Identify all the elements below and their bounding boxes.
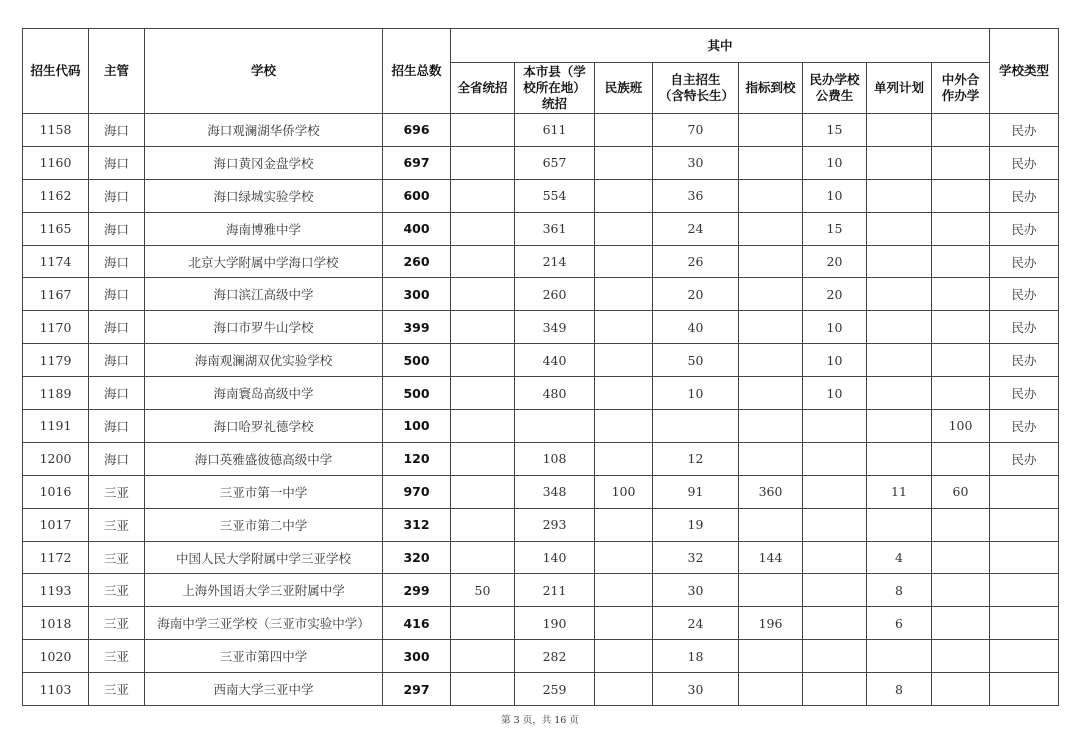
cell-code: 1170 [23, 311, 89, 344]
cell-private-public: 10 [803, 311, 867, 344]
cell-separate-plan: 8 [867, 574, 932, 607]
cell-code: 1160 [23, 146, 89, 179]
cell-sino-foreign [932, 212, 990, 245]
cell-quota [739, 146, 803, 179]
cell-sino-foreign [932, 508, 990, 541]
cell-quota [739, 344, 803, 377]
cell-independent: 12 [653, 442, 739, 475]
cell-school: 三亚市第二中学 [145, 508, 383, 541]
cell-separate-plan [867, 179, 932, 212]
cell-type: 民办 [990, 311, 1059, 344]
table-row [23, 245, 1059, 278]
cell-local-unified: 140 [515, 541, 595, 574]
cell-quota [739, 114, 803, 147]
cell-ethnic-class [595, 673, 653, 706]
cell-separate-plan [867, 508, 932, 541]
cell-province-unified [451, 442, 515, 475]
cell-local-unified: 282 [515, 640, 595, 673]
cell-separate-plan: 6 [867, 607, 932, 640]
cell-code: 1162 [23, 179, 89, 212]
cell-total: 600 [383, 179, 451, 212]
cell-private-public [803, 673, 867, 706]
header-total: 招生总数 [383, 29, 451, 114]
cell-province-unified [451, 475, 515, 508]
cell-code: 1189 [23, 377, 89, 410]
table-row [23, 179, 1059, 212]
cell-total: 416 [383, 607, 451, 640]
cell-ethnic-class [595, 640, 653, 673]
cell-sino-foreign [932, 673, 990, 706]
table-row [23, 377, 1059, 410]
cell-authority: 三亚 [89, 673, 145, 706]
cell-sino-foreign [932, 114, 990, 147]
cell-authority: 三亚 [89, 607, 145, 640]
cell-type: 民办 [990, 442, 1059, 475]
cell-quota: 360 [739, 475, 803, 508]
cell-independent: 36 [653, 179, 739, 212]
cell-local-unified: 611 [515, 114, 595, 147]
cell-local-unified: 348 [515, 475, 595, 508]
table-row [23, 541, 1059, 574]
cell-local-unified: 361 [515, 212, 595, 245]
header-ethnic-class: 民族班 [595, 63, 653, 114]
table-row [23, 442, 1059, 475]
cell-code: 1016 [23, 475, 89, 508]
cell-separate-plan [867, 311, 932, 344]
cell-school: 海南中学三亚学校（三亚市实验中学） [145, 607, 383, 640]
cell-separate-plan [867, 442, 932, 475]
cell-sino-foreign [932, 640, 990, 673]
cell-ethnic-class [595, 541, 653, 574]
cell-sino-foreign [932, 344, 990, 377]
cell-code: 1158 [23, 114, 89, 147]
cell-private-public [803, 475, 867, 508]
cell-local-unified: 259 [515, 673, 595, 706]
cell-school: 三亚市第一中学 [145, 475, 383, 508]
cell-independent: 19 [653, 508, 739, 541]
enrollment-table-container [22, 28, 1058, 706]
header-local-unified: 本市县（学校所在地）统招 [515, 63, 595, 114]
cell-school: 上海外国语大学三亚附属中学 [145, 574, 383, 607]
cell-separate-plan [867, 212, 932, 245]
cell-local-unified: 260 [515, 278, 595, 311]
cell-type: 民办 [990, 212, 1059, 245]
cell-independent: 30 [653, 673, 739, 706]
cell-authority: 海口 [89, 245, 145, 278]
cell-independent: 32 [653, 541, 739, 574]
cell-authority: 海口 [89, 311, 145, 344]
cell-sino-foreign [932, 607, 990, 640]
cell-ethnic-class [595, 311, 653, 344]
cell-province-unified [451, 179, 515, 212]
cell-ethnic-class: 100 [595, 475, 653, 508]
cell-total: 299 [383, 574, 451, 607]
cell-type: 民办 [990, 377, 1059, 410]
cell-school: 海口市罗牛山学校 [145, 311, 383, 344]
header-quota: 指标到校 [739, 63, 803, 114]
cell-province-unified [451, 541, 515, 574]
cell-separate-plan [867, 114, 932, 147]
cell-province-unified [451, 607, 515, 640]
cell-total: 120 [383, 442, 451, 475]
cell-sino-foreign [932, 541, 990, 574]
cell-private-public: 10 [803, 344, 867, 377]
cell-school: 海口哈罗礼德学校 [145, 410, 383, 443]
cell-code: 1165 [23, 212, 89, 245]
cell-school: 海南寰岛高级中学 [145, 377, 383, 410]
cell-code: 1020 [23, 640, 89, 673]
cell-school: 海口观澜湖华侨学校 [145, 114, 383, 147]
table-row [23, 574, 1059, 607]
table-row [23, 114, 1059, 147]
cell-independent: 26 [653, 245, 739, 278]
cell-separate-plan [867, 640, 932, 673]
cell-private-public [803, 508, 867, 541]
cell-school: 北京大学附属中学海口学校 [145, 245, 383, 278]
cell-independent: 20 [653, 278, 739, 311]
header-independent: 自主招生（含特长生） [653, 63, 739, 114]
header-school: 学校 [145, 29, 383, 114]
cell-authority: 海口 [89, 377, 145, 410]
table-row [23, 508, 1059, 541]
cell-school: 海口英雅盛彼德高级中学 [145, 442, 383, 475]
cell-quota: 196 [739, 607, 803, 640]
cell-ethnic-class [595, 442, 653, 475]
cell-independent: 24 [653, 607, 739, 640]
cell-sino-foreign: 60 [932, 475, 990, 508]
cell-code: 1200 [23, 442, 89, 475]
cell-quota: 144 [739, 541, 803, 574]
cell-private-public [803, 574, 867, 607]
cell-school: 海口黄冈金盘学校 [145, 146, 383, 179]
cell-private-public [803, 541, 867, 574]
cell-independent: 40 [653, 311, 739, 344]
table-row [23, 278, 1059, 311]
cell-local-unified: 480 [515, 377, 595, 410]
enrollment-table [22, 28, 1059, 706]
cell-quota [739, 673, 803, 706]
cell-independent: 91 [653, 475, 739, 508]
cell-local-unified: 108 [515, 442, 595, 475]
cell-ethnic-class [595, 278, 653, 311]
header-separate-plan: 单列计划 [867, 63, 932, 114]
cell-total: 500 [383, 377, 451, 410]
cell-authority: 海口 [89, 114, 145, 147]
cell-authority: 海口 [89, 442, 145, 475]
cell-sino-foreign [932, 574, 990, 607]
cell-private-public [803, 640, 867, 673]
cell-private-public: 15 [803, 114, 867, 147]
cell-sino-foreign [932, 278, 990, 311]
table-row [23, 640, 1059, 673]
cell-sino-foreign: 100 [932, 410, 990, 443]
cell-province-unified [451, 508, 515, 541]
cell-type: 民办 [990, 245, 1059, 278]
cell-authority: 三亚 [89, 640, 145, 673]
cell-ethnic-class [595, 508, 653, 541]
cell-school: 西南大学三亚中学 [145, 673, 383, 706]
cell-separate-plan: 8 [867, 673, 932, 706]
cell-school: 海南博雅中学 [145, 212, 383, 245]
cell-code: 1018 [23, 607, 89, 640]
cell-school: 海口滨江高级中学 [145, 278, 383, 311]
cell-quota [739, 278, 803, 311]
cell-separate-plan: 11 [867, 475, 932, 508]
cell-local-unified: 190 [515, 607, 595, 640]
table-row [23, 673, 1059, 706]
cell-quota [739, 508, 803, 541]
cell-local-unified: 211 [515, 574, 595, 607]
cell-sino-foreign [932, 442, 990, 475]
cell-sino-foreign [932, 245, 990, 278]
cell-type [990, 607, 1059, 640]
cell-quota [739, 245, 803, 278]
cell-code: 1167 [23, 278, 89, 311]
header-authority: 主管 [89, 29, 145, 114]
cell-code: 1179 [23, 344, 89, 377]
cell-total: 970 [383, 475, 451, 508]
cell-total: 312 [383, 508, 451, 541]
cell-total: 697 [383, 146, 451, 179]
cell-code: 1174 [23, 245, 89, 278]
cell-local-unified: 293 [515, 508, 595, 541]
header-private-public: 民办学校公费生 [803, 63, 867, 114]
cell-separate-plan: 4 [867, 541, 932, 574]
cell-province-unified [451, 410, 515, 443]
cell-ethnic-class [595, 146, 653, 179]
cell-authority: 海口 [89, 278, 145, 311]
cell-ethnic-class [595, 245, 653, 278]
cell-sino-foreign [932, 311, 990, 344]
header-group: 其中 [451, 29, 990, 63]
cell-type: 民办 [990, 179, 1059, 212]
cell-private-public [803, 607, 867, 640]
cell-type: 民办 [990, 410, 1059, 443]
cell-authority: 海口 [89, 212, 145, 245]
cell-ethnic-class [595, 179, 653, 212]
cell-province-unified [451, 114, 515, 147]
cell-independent: 18 [653, 640, 739, 673]
cell-total: 320 [383, 541, 451, 574]
cell-province-unified: 50 [451, 574, 515, 607]
cell-independent: 30 [653, 146, 739, 179]
cell-independent [653, 410, 739, 443]
cell-authority: 海口 [89, 146, 145, 179]
table-row [23, 475, 1059, 508]
cell-private-public: 15 [803, 212, 867, 245]
cell-school: 海南观澜湖双优实验学校 [145, 344, 383, 377]
cell-independent: 24 [653, 212, 739, 245]
cell-authority: 海口 [89, 344, 145, 377]
cell-local-unified: 657 [515, 146, 595, 179]
cell-private-public: 20 [803, 278, 867, 311]
cell-sino-foreign [932, 377, 990, 410]
cell-school: 海口绿城实验学校 [145, 179, 383, 212]
cell-type: 民办 [990, 278, 1059, 311]
cell-type: 民办 [990, 114, 1059, 147]
cell-independent: 10 [653, 377, 739, 410]
cell-code: 1193 [23, 574, 89, 607]
table-row [23, 311, 1059, 344]
cell-local-unified: 214 [515, 245, 595, 278]
cell-code: 1017 [23, 508, 89, 541]
cell-separate-plan [867, 344, 932, 377]
cell-authority: 三亚 [89, 574, 145, 607]
cell-private-public: 20 [803, 245, 867, 278]
cell-separate-plan [867, 377, 932, 410]
cell-code: 1191 [23, 410, 89, 443]
cell-independent: 30 [653, 574, 739, 607]
cell-province-unified [451, 377, 515, 410]
cell-type [990, 574, 1059, 607]
cell-province-unified [451, 212, 515, 245]
cell-total: 100 [383, 410, 451, 443]
cell-authority: 海口 [89, 410, 145, 443]
header-province-unified: 全省统招 [451, 63, 515, 114]
table-row [23, 146, 1059, 179]
cell-sino-foreign [932, 146, 990, 179]
cell-ethnic-class [595, 410, 653, 443]
cell-province-unified [451, 146, 515, 179]
cell-total: 297 [383, 673, 451, 706]
table-row [23, 607, 1059, 640]
cell-type [990, 541, 1059, 574]
cell-province-unified [451, 673, 515, 706]
cell-school: 中国人民大学附属中学三亚学校 [145, 541, 383, 574]
cell-total: 399 [383, 311, 451, 344]
cell-province-unified [451, 640, 515, 673]
cell-separate-plan [867, 146, 932, 179]
cell-private-public [803, 442, 867, 475]
cell-quota [739, 640, 803, 673]
cell-total: 400 [383, 212, 451, 245]
cell-quota [739, 442, 803, 475]
cell-type [990, 673, 1059, 706]
cell-separate-plan [867, 245, 932, 278]
cell-type [990, 640, 1059, 673]
cell-local-unified: 554 [515, 179, 595, 212]
cell-independent: 70 [653, 114, 739, 147]
cell-quota [739, 377, 803, 410]
cell-code: 1103 [23, 673, 89, 706]
cell-separate-plan [867, 410, 932, 443]
header-sino-foreign: 中外合作办学 [932, 63, 990, 114]
cell-independent: 50 [653, 344, 739, 377]
cell-total: 696 [383, 114, 451, 147]
cell-ethnic-class [595, 574, 653, 607]
cell-local-unified [515, 410, 595, 443]
cell-authority: 三亚 [89, 508, 145, 541]
cell-separate-plan [867, 278, 932, 311]
cell-type: 民办 [990, 146, 1059, 179]
cell-ethnic-class [595, 114, 653, 147]
header-type: 学校类型 [990, 29, 1059, 114]
cell-type [990, 508, 1059, 541]
cell-total: 500 [383, 344, 451, 377]
table-row [23, 212, 1059, 245]
table-row [23, 410, 1059, 443]
cell-quota [739, 179, 803, 212]
cell-ethnic-class [595, 607, 653, 640]
cell-sino-foreign [932, 179, 990, 212]
cell-type [990, 475, 1059, 508]
cell-authority: 海口 [89, 179, 145, 212]
cell-authority: 三亚 [89, 475, 145, 508]
cell-ethnic-class [595, 377, 653, 410]
cell-ethnic-class [595, 212, 653, 245]
cell-code: 1172 [23, 541, 89, 574]
table-row [23, 344, 1059, 377]
cell-local-unified: 349 [515, 311, 595, 344]
page-footer: 第 3 页，共 16 页 [501, 715, 579, 726]
cell-total: 300 [383, 278, 451, 311]
cell-school: 三亚市第四中学 [145, 640, 383, 673]
cell-private-public: 10 [803, 377, 867, 410]
cell-total: 300 [383, 640, 451, 673]
cell-quota [739, 574, 803, 607]
cell-total: 260 [383, 245, 451, 278]
header-code: 招生代码 [23, 29, 89, 114]
cell-quota [739, 410, 803, 443]
cell-authority: 三亚 [89, 541, 145, 574]
cell-province-unified [451, 278, 515, 311]
cell-type: 民办 [990, 344, 1059, 377]
cell-quota [739, 212, 803, 245]
cell-private-public [803, 410, 867, 443]
cell-province-unified [451, 245, 515, 278]
cell-province-unified [451, 344, 515, 377]
cell-private-public: 10 [803, 146, 867, 179]
cell-province-unified [451, 311, 515, 344]
cell-quota [739, 311, 803, 344]
cell-ethnic-class [595, 344, 653, 377]
cell-private-public: 10 [803, 179, 867, 212]
cell-local-unified: 440 [515, 344, 595, 377]
